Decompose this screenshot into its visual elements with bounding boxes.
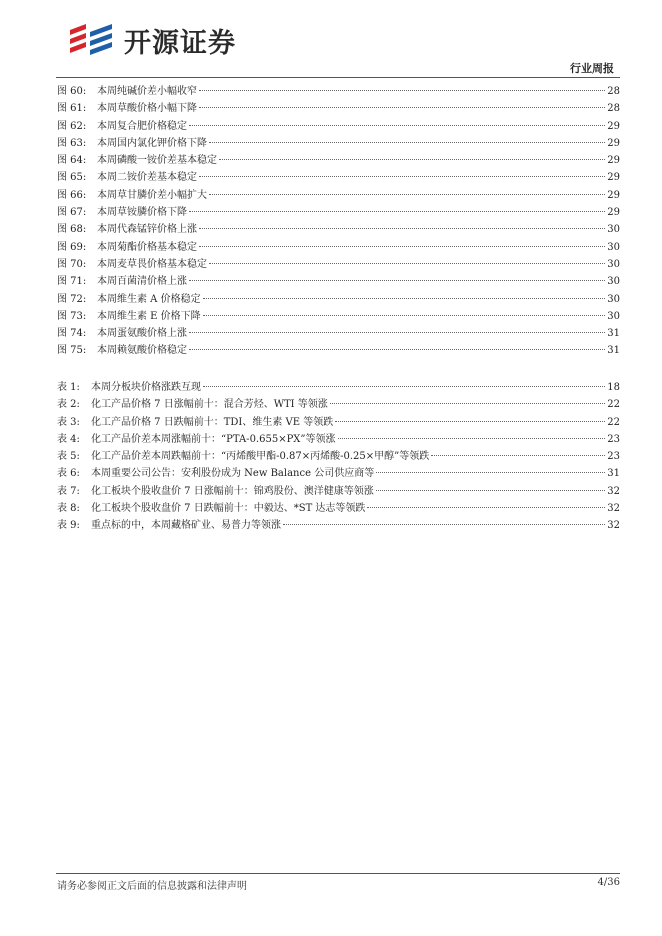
toc-entry[interactable] [57, 448, 620, 465]
entry-number: 表 4: [57, 433, 80, 445]
entry-page: 22 [607, 399, 620, 411]
entry-page: 30 [607, 258, 620, 270]
entry-page: 23 [607, 451, 620, 463]
dot-leader [199, 176, 605, 177]
entry-number: 图 60: [57, 86, 87, 97]
entry-number: 图 67: [57, 207, 87, 219]
dot-leader [203, 386, 605, 387]
logo-mark-icon [66, 20, 118, 60]
toc-entry[interactable] [57, 342, 620, 359]
table-list [57, 379, 620, 535]
entry-title: 本周麦草畏价格基本稳定 [97, 258, 207, 270]
entry-page: 30 [607, 276, 620, 288]
entry-title: 本周菊酯价格基本稳定 [97, 241, 197, 253]
dot-leader [283, 524, 605, 525]
entry-number: 表 3: [57, 416, 80, 428]
dot-leader [367, 507, 605, 508]
toc-entry[interactable] [57, 152, 620, 169]
dot-leader [203, 298, 606, 299]
toc-entry[interactable] [57, 465, 620, 482]
dot-leader [209, 194, 605, 195]
dot-leader [199, 228, 605, 229]
dot-leader [189, 280, 605, 281]
toc-entry[interactable] [57, 414, 620, 431]
entry-title: 本周维生素 E 价格下降 [97, 310, 201, 322]
entry-title: 本周草酸价格小幅下降 [97, 103, 197, 115]
page-number: 4/36 [597, 877, 620, 888]
entry-page: 30 [607, 310, 620, 322]
entry-title: 本周代森锰锌价格上涨 [97, 224, 197, 236]
entry-title: 本周分板块价格涨跌互现 [91, 382, 201, 393]
entry-title: 本周草铵膦价格下降 [97, 207, 187, 219]
entry-number: 图 68: [57, 224, 87, 236]
entry-title: 本周复合肥价格稳定 [97, 120, 187, 132]
entry-page: 31 [607, 468, 620, 480]
footer-divider [56, 873, 620, 874]
toc-entry[interactable] [57, 273, 620, 290]
entry-title: 化工产品价格 7 日跌幅前十：TDI、维生素 VE 等领跌 [91, 416, 334, 428]
toc-entry[interactable] [57, 100, 620, 117]
toc-entry[interactable] [57, 483, 620, 500]
entry-number: 图 74: [57, 328, 87, 340]
entry-number: 图 66: [57, 189, 87, 201]
entry-page: 22 [607, 416, 620, 428]
entry-title: 本周维生素 A 价格稳定 [97, 293, 201, 305]
entry-number: 表 1: [57, 382, 80, 393]
entry-number: 图 73: [57, 310, 87, 322]
dot-leader [330, 403, 605, 404]
entry-number: 图 70: [57, 258, 87, 270]
dot-leader [335, 421, 605, 422]
dot-leader [189, 332, 605, 333]
entry-page: 29 [607, 189, 620, 201]
entry-page: 29 [607, 207, 620, 219]
entry-number: 表 9: [57, 520, 80, 532]
toc-entry[interactable] [57, 83, 620, 100]
entry-title: 本周百菌清价格上涨 [97, 276, 187, 288]
toc-entry[interactable] [57, 325, 620, 342]
toc-entry[interactable] [57, 396, 620, 413]
entry-page: 32 [607, 520, 620, 532]
entry-page: 29 [607, 137, 620, 149]
entry-page: 29 [607, 155, 620, 167]
entry-page: 29 [607, 172, 620, 184]
company-logo [66, 18, 236, 62]
footer-disclaimer: 请务必参阅正文后面的信息披露和法律声明 [57, 881, 247, 892]
dot-leader [376, 472, 605, 473]
company-name: 开源证券 [124, 27, 236, 59]
toc-entry[interactable] [57, 187, 620, 204]
toc-entry[interactable] [57, 256, 620, 273]
dot-leader [209, 142, 605, 143]
dot-leader [209, 263, 605, 264]
dot-leader [199, 246, 605, 247]
dot-leader [338, 438, 606, 439]
dot-leader [189, 211, 605, 212]
entry-page: 28 [607, 103, 620, 115]
entry-number: 图 64: [57, 155, 87, 167]
entry-page: 31 [607, 328, 620, 340]
entry-page: 29 [607, 120, 620, 132]
entry-number: 表 7: [57, 485, 80, 497]
dot-leader [199, 90, 605, 91]
entry-title: 本周磷酸一铵价差基本稳定 [97, 155, 217, 167]
report-type-label: 行业周报 [570, 62, 614, 75]
entry-page: 31 [607, 345, 620, 357]
dot-leader [431, 455, 605, 456]
toc-entry[interactable] [57, 500, 620, 517]
entry-page: 30 [607, 224, 620, 236]
dot-leader [199, 107, 605, 108]
entry-title: 本周纯碱价差小幅收窄 [97, 86, 197, 97]
toc-entry[interactable] [57, 118, 620, 135]
entry-title: 化工产品价格 7 日涨幅前十：混合芳烃、WTI 等领涨 [91, 399, 328, 411]
entry-title: 化工产品价差本周跌幅前十：“丙烯酸甲酯-0.87×丙烯酸-0.25×甲醇”等领跌 [91, 451, 430, 463]
toc-entry[interactable] [57, 431, 620, 448]
toc-entry[interactable] [57, 135, 620, 152]
toc-entry[interactable] [57, 517, 620, 534]
toc-entry[interactable] [57, 169, 620, 186]
entry-title: 本周国内氯化钾价格下降 [97, 137, 207, 149]
figure-list [57, 83, 620, 360]
entry-page: 32 [607, 485, 620, 497]
entry-number: 图 63: [57, 137, 87, 149]
entry-number: 表 5: [57, 451, 80, 463]
entry-page: 30 [607, 241, 620, 253]
entry-page: 28 [607, 86, 620, 97]
entry-number: 图 62: [57, 120, 87, 132]
entry-number: 图 65: [57, 172, 87, 184]
entry-page: 30 [607, 293, 620, 305]
dot-leader [203, 315, 606, 316]
entry-number: 表 8: [57, 503, 80, 515]
entry-title: 化工板块个股收盘价 7 日涨幅前十：锦鸡股份、澳洋健康等领涨 [91, 485, 374, 497]
dot-leader [219, 159, 605, 160]
dot-leader [376, 490, 606, 491]
entry-title: 本周赖氨酸价格稳定 [97, 345, 187, 357]
toc-entry[interactable] [57, 239, 620, 256]
toc-entry[interactable] [57, 291, 620, 308]
toc-entry[interactable] [57, 308, 620, 325]
entry-number: 图 69: [57, 241, 87, 253]
entry-number: 表 2: [57, 399, 80, 411]
entry-page: 23 [607, 433, 620, 445]
toc-entry[interactable] [57, 379, 620, 396]
entry-page: 32 [607, 503, 620, 515]
toc-entry[interactable] [57, 204, 620, 221]
entry-number: 表 6: [57, 468, 80, 480]
entry-title: 化工产品价差本周涨幅前十：“PTA-0.655×PX”等领涨 [91, 433, 336, 445]
dot-leader [189, 349, 605, 350]
dot-leader [189, 125, 605, 126]
entry-number: 图 75: [57, 345, 87, 357]
toc-entry[interactable] [57, 221, 620, 238]
entry-number: 图 71: [57, 276, 87, 288]
entry-title: 本周草甘膦价差小幅扩大 [97, 189, 207, 201]
entry-title: 本周二铵价差基本稳定 [97, 172, 197, 184]
header-divider [56, 77, 620, 78]
entry-number: 图 72: [57, 293, 87, 305]
entry-title: 本周重要公司公告：安利股份成为 New Balance 公司供应商等 [91, 468, 375, 480]
entry-title: 化工板块个股收盘价 7 日跌幅前十：中毅达、*ST 达志等领跌 [91, 503, 366, 515]
entry-page: 18 [607, 382, 620, 393]
entry-number: 图 61: [57, 103, 87, 115]
entry-title: 本周蛋氨酸价格上涨 [97, 328, 187, 340]
entry-title: 重点标的中，本周藏格矿业、易普力等领涨 [91, 520, 281, 532]
